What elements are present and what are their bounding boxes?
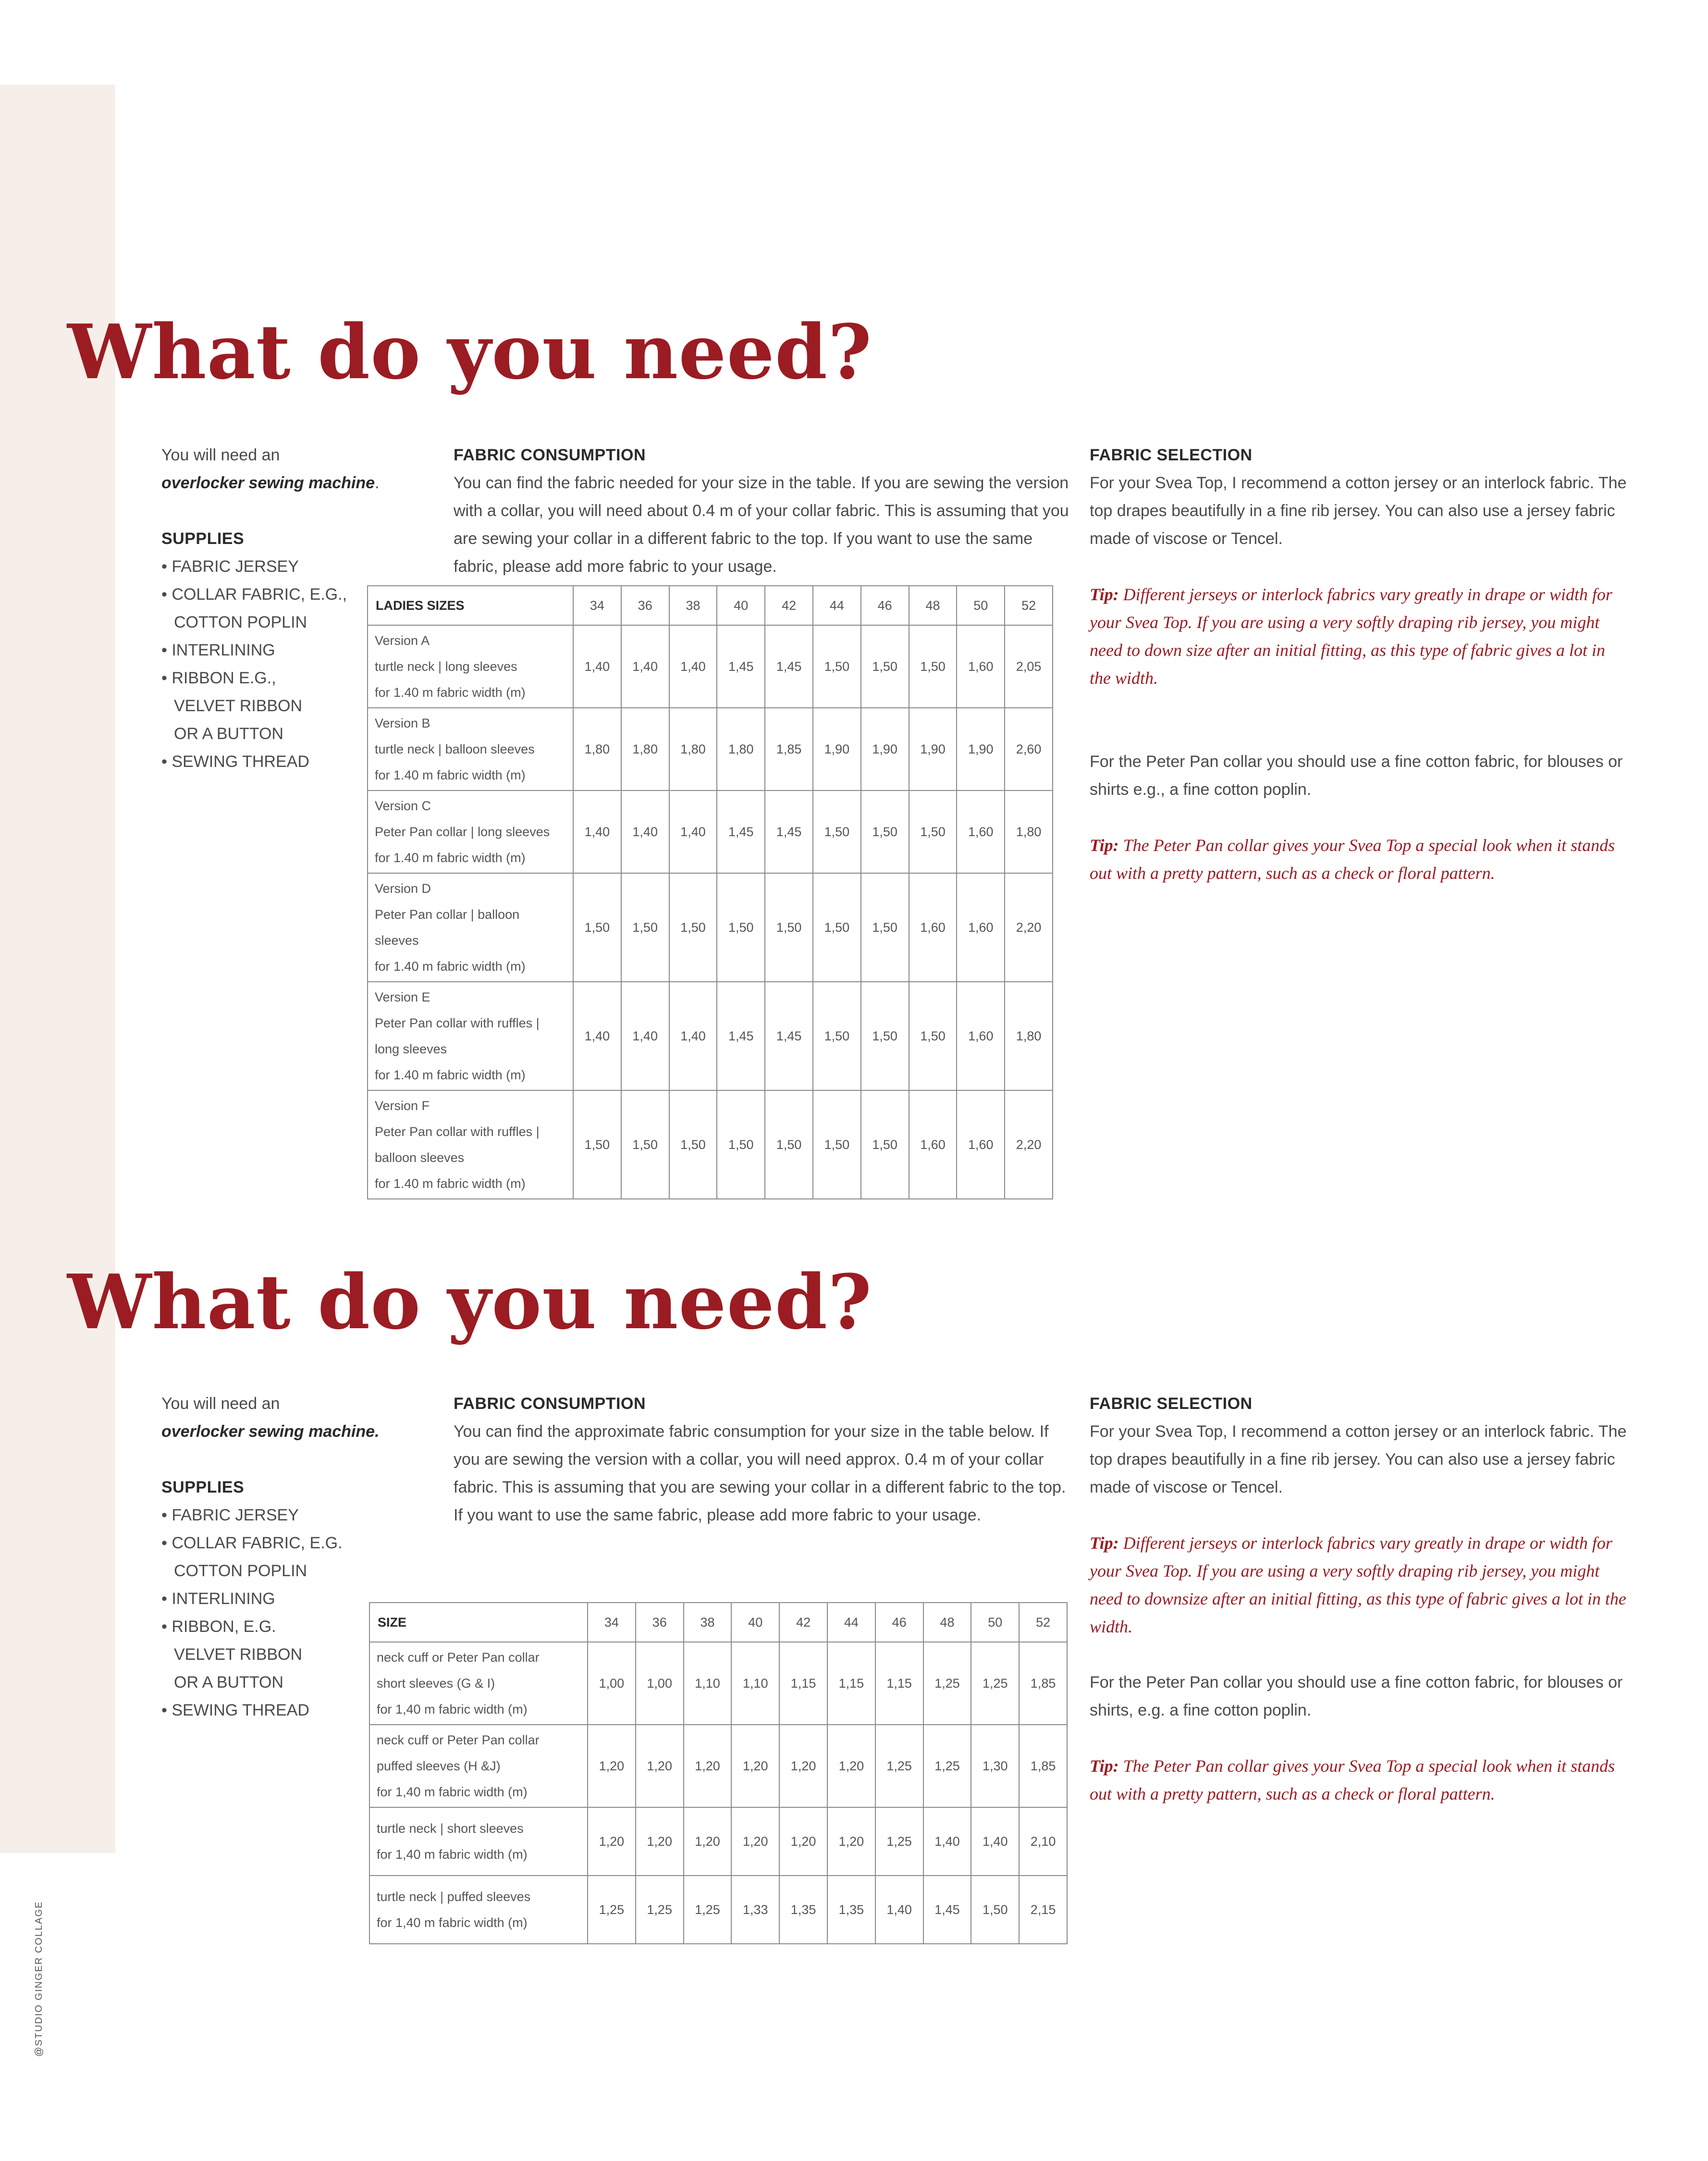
value-cell: 1,50 [813,790,861,873]
table-row [368,790,1053,873]
size-header: 38 [684,1603,732,1642]
row-label-line: Version F [375,1099,430,1113]
value-cell: 1,45 [923,1876,971,1944]
size-header: 48 [909,586,957,625]
supply-item: • COLLAR FABRIC, E.G., [161,580,402,608]
value-cell: 1,20 [636,1725,684,1807]
size-header: 50 [957,586,1005,625]
page-title: What do you need? [67,308,872,396]
value-cell: 1,20 [827,1807,875,1876]
value-cell: 1,20 [636,1807,684,1876]
supply-item: VELVET RIBBON [174,697,303,715]
value-cell: 1,50 [909,790,957,873]
left-column [161,1390,402,1724]
value-cell: 1,10 [731,1642,779,1725]
fabric-selection [1090,441,1628,887]
supply-item: • INTERLINING [161,1585,402,1613]
supply-item: • FABRIC JERSEY [161,553,402,580]
value-cell: 1,20 [779,1725,827,1807]
row-label-line: neck cuff or Peter Pan collar [377,1650,540,1665]
need-line: You will need an [161,446,280,464]
value-cell: 1,15 [779,1642,827,1725]
selection-text: For your Svea Top, I recommend a cotton jersey or an interlock fabric. The top drapes beautifully in a fine rib jersey. You can also use a jersey fabric made of viscose or Tencel. [1090,474,1627,548]
size-header: 46 [861,586,909,625]
value-cell: 1,20 [684,1807,732,1876]
value-cell: 1,60 [957,1090,1005,1199]
value-cell: 1,50 [669,1090,717,1199]
row-label [368,1090,573,1199]
size-header: 36 [636,1603,684,1642]
row-label [368,625,573,708]
value-cell: 1,50 [861,1090,909,1199]
value-cell: 1,40 [573,790,621,873]
supply-item: VELVET RIBBON [174,1645,303,1664]
size-header: 50 [971,1603,1019,1642]
size-header: 52 [1019,1603,1067,1642]
value-cell: 1,50 [861,982,909,1090]
value-cell: 1,25 [971,1642,1019,1725]
value-cell: 1,50 [717,873,765,982]
row-label [368,790,573,873]
value-cell: 1,50 [813,1090,861,1199]
row-label [368,982,573,1090]
value-cell: 1,60 [957,625,1005,708]
value-cell: 1,50 [621,1090,669,1199]
row-label-line: long sleeves [375,1042,447,1056]
table-header-row [369,1603,1067,1642]
selection-title: FABRIC SELECTION [1090,446,1253,464]
row-label-line: Version C [375,799,431,813]
value-cell: 1,60 [957,873,1005,982]
value-cell: 1,35 [779,1876,827,1944]
table-row [368,1090,1053,1199]
value-cell: 1,80 [621,708,669,790]
value-cell: 1,30 [971,1725,1019,1807]
value-cell: 1,50 [909,625,957,708]
value-cell: 1,50 [621,873,669,982]
size-header: 34 [573,586,621,625]
row-label-line: Peter Pan collar with ruffles | [375,1124,540,1139]
size-header: 34 [588,1603,636,1642]
supply-item: COTTON POPLIN [174,1562,307,1580]
size-header: 44 [827,1603,875,1642]
value-cell: 1,00 [636,1642,684,1725]
row-label-line: neck cuff or Peter Pan collar [377,1733,540,1747]
table-row [368,982,1053,1090]
row-label [368,708,573,790]
table-row [368,873,1053,982]
value-cell: 1,45 [765,625,813,708]
size-header: 44 [813,586,861,625]
table-header-row [368,586,1053,625]
value-cell: 1,20 [731,1807,779,1876]
value-cell: 1,45 [717,790,765,873]
value-cell: 1,50 [765,1090,813,1199]
value-cell: 1,50 [813,982,861,1090]
value-cell: 1,40 [669,790,717,873]
table-header-label: LADIES SIZES [368,586,573,625]
value-cell: 1,60 [909,873,957,982]
tip-collar [1090,1752,1628,1808]
value-cell: 1,60 [957,982,1005,1090]
table-row [369,1807,1067,1876]
supply-item: • SEWING THREAD [161,1696,402,1724]
value-cell: 1,90 [861,708,909,790]
row-label [368,873,573,982]
value-cell: 1,45 [717,982,765,1090]
value-cell: 1,25 [588,1876,636,1944]
left-column [161,441,402,776]
row-label-line: for 1.40 m fabric width (m) [375,768,526,782]
supply-item: • FABRIC JERSEY [161,1501,402,1529]
supply-item: COTTON POPLIN [174,613,307,631]
table-row [369,1642,1067,1725]
tip-label: Tip: [1090,1533,1119,1553]
value-cell: 1,50 [909,982,957,1090]
value-cell: 1,50 [861,790,909,873]
row-label-line: Peter Pan collar with ruffles | [375,1016,540,1030]
tip-drape [1090,1529,1628,1641]
tip-text: Different jerseys or interlock fabrics vary greatly in drape or width for your Svea Top. If you are using a very softly draping rib jersey, you might need to down size after an initial fitting, as this type of fabric gives a lot in the width. [1090,585,1612,688]
row-label-line: Version E [375,990,430,1004]
table-row [369,1876,1067,1944]
value-cell: 2,20 [1005,873,1053,982]
value-cell: 1,80 [717,708,765,790]
size-header: 42 [765,586,813,625]
value-cell: 1,90 [909,708,957,790]
collar-text: For the Peter Pan collar you should use a fine cotton fabric, for blouses or shirts, e.g. a fine cotton poplin. [1090,1673,1623,1719]
supplies-title: SUPPLIES [161,1478,245,1496]
machine-name: overlocker sewing machine. [161,1422,380,1441]
value-cell: 2,05 [1005,625,1053,708]
table-row [368,708,1053,790]
value-cell: 1,45 [765,790,813,873]
value-cell: 1,33 [731,1876,779,1944]
value-cell: 2,10 [1019,1807,1067,1876]
row-label-line: for 1.40 m fabric width (m) [375,959,526,974]
value-cell: 1,40 [621,790,669,873]
row-label-line: Version D [375,881,431,896]
value-cell: 1,20 [779,1807,827,1876]
value-cell: 1,90 [957,708,1005,790]
value-cell: 1,20 [684,1725,732,1807]
machine-name: overlocker sewing machine [161,474,375,492]
machine-line [161,1418,402,1445]
side-credit: @STUDIO GINGER COLLAGE [34,1901,44,2057]
size-header: 48 [923,1603,971,1642]
value-cell: 1,25 [875,1725,923,1807]
size-header: 42 [779,1603,827,1642]
row-label-line: balloon sleeves [375,1150,465,1165]
value-cell: 1,50 [861,625,909,708]
value-cell: 1,45 [717,625,765,708]
value-cell: 1,35 [827,1876,875,1944]
tip-collar [1090,831,1628,887]
table-header-label: SIZE [369,1603,588,1642]
table-row [369,1725,1067,1807]
row-label-line: Version A [375,633,430,648]
row-label-line: turtle neck | puffed sleeves [377,1889,531,1904]
supply-item: OR A BUTTON [174,1673,283,1692]
value-cell: 1,10 [684,1642,732,1725]
size-header: 46 [875,1603,923,1642]
value-cell: 1,20 [731,1725,779,1807]
collar-text: For the Peter Pan collar you should use a fine cotton fabric, for blouses or shirts e.g., a fine cotton poplin. [1090,753,1623,799]
value-cell: 1,40 [669,625,717,708]
row-label [369,1807,588,1876]
size-header: 36 [621,586,669,625]
value-cell: 1,50 [971,1876,1019,1944]
value-cell: 1,80 [1005,982,1053,1090]
supply-item: • COLLAR FABRIC, E.G. [161,1529,402,1557]
value-cell: 1,00 [588,1642,636,1725]
value-cell: 1,25 [923,1642,971,1725]
row-label-line: for 1.40 m fabric width (m) [375,1068,526,1082]
value-cell: 1,50 [573,873,621,982]
value-cell: 1,50 [669,873,717,982]
need-line: You will need an [161,1395,280,1413]
size-header: 40 [717,586,765,625]
selection-title: FABRIC SELECTION [1090,1395,1253,1413]
tip-text: The Peter Pan collar gives your Svea Top a special look when it stands out with a pretty pattern, such as a check or floral pattern. [1090,1756,1615,1803]
tip-label: Tip: [1090,836,1119,855]
value-cell: 2,60 [1005,708,1053,790]
supplies-list [161,1501,402,1724]
fabric-consumption [454,1390,1073,1529]
value-cell: 1,90 [813,708,861,790]
value-cell: 1,40 [923,1807,971,1876]
value-cell: 1,85 [1019,1642,1067,1725]
tip-drape [1090,580,1628,692]
value-cell: 1,25 [875,1807,923,1876]
value-cell: 1,80 [1005,790,1053,873]
row-label-line: for 1,40 m fabric width (m) [377,1702,528,1716]
value-cell: 1,60 [957,790,1005,873]
supplies-list [161,553,402,776]
fabric-selection [1090,1390,1628,1808]
value-cell: 1,40 [875,1876,923,1944]
row-label-line: turtle neck | long sleeves [375,659,517,674]
selection-text: For your Svea Top, I recommend a cotton jersey or an interlock fabric. The top drapes beautifully in a fine rib jersey. You can also use a jersey fabric made of viscose or Tencel. [1090,1422,1627,1496]
value-cell: 1,45 [765,982,813,1090]
row-label-line: sleeves [375,933,419,948]
row-label-line: puffed sleeves (H &J) [377,1759,501,1773]
value-cell: 1,50 [813,873,861,982]
row-label-line: for 1.40 m fabric width (m) [375,851,526,865]
consumption-title: FABRIC CONSUMPTION [454,1395,646,1413]
fabric-consumption [454,441,1073,580]
row-label-line: turtle neck | balloon sleeves [375,742,535,756]
supplies-title: SUPPLIES [161,530,245,548]
value-cell: 1,40 [669,982,717,1090]
value-cell: 1,40 [573,982,621,1090]
supply-item: OR A BUTTON [174,725,283,743]
value-cell: 1,40 [971,1807,1019,1876]
supply-item: • RIBBON, E.G. [161,1613,402,1641]
consumption-title: FABRIC CONSUMPTION [454,446,646,464]
row-label [369,1876,588,1944]
supply-item: • SEWING THREAD [161,748,402,776]
value-cell: 2,15 [1019,1876,1067,1944]
value-cell: 1,85 [1019,1725,1067,1807]
value-cell: 1,25 [636,1876,684,1944]
consumption-table [369,1602,1068,1944]
machine-line [161,469,402,497]
value-cell: 1,15 [875,1642,923,1725]
value-cell: 1,50 [813,625,861,708]
value-cell: 1,50 [861,873,909,982]
row-label-line: for 1.40 m fabric width (m) [375,685,526,700]
value-cell: 1,40 [573,625,621,708]
value-cell: 1,80 [573,708,621,790]
value-cell: 1,40 [621,625,669,708]
value-cell: 1,20 [588,1807,636,1876]
size-header: 40 [731,1603,779,1642]
value-cell: 1,50 [717,1090,765,1199]
value-cell: 1,25 [923,1725,971,1807]
value-cell: 1,20 [827,1725,875,1807]
tip-text: The Peter Pan collar gives your Svea Top a special look when it stands out with a pretty pattern, such as a check or floral pattern. [1090,836,1615,883]
value-cell: 1,50 [573,1090,621,1199]
size-header: 52 [1005,586,1053,625]
value-cell: 1,15 [827,1642,875,1725]
tip-label: Tip: [1090,585,1119,604]
value-cell: 1,40 [621,982,669,1090]
row-label-line: for 1,40 m fabric width (m) [377,1915,528,1930]
row-label-line: for 1,40 m fabric width (m) [377,1785,528,1799]
value-cell: 1,85 [765,708,813,790]
row-label-line: for 1,40 m fabric width (m) [377,1847,528,1862]
row-label-line: for 1.40 m fabric width (m) [375,1176,526,1191]
table-row [368,625,1053,708]
row-label-line: Version B [375,716,430,730]
page-title: What do you need? [67,1258,872,1346]
value-cell: 1,60 [909,1090,957,1199]
value-cell: 2,20 [1005,1090,1053,1199]
tip-label: Tip: [1090,1756,1119,1776]
consumption-text: You can find the approximate fabric consumption for your size in the table below. If you are sewing the version with a collar, you will need approx. 0.4 m of your collar fabric. This is assuming that you are sewing your collar in a different fabric to the top. If you want to use the same fabric, please add more fabric to your usage. [454,1422,1066,1524]
consumption-text: You can find the fabric needed for your size in the table. If you are sewing the version with a collar, you will need about 0.4 m of your collar fabric. This is assuming that you are sewing your collar in a different fabric to the top. If you want to use the same fabric, please add more fabric to your usage. [454,474,1069,576]
row-label-line: Peter Pan collar | balloon [375,907,520,922]
row-label-line: Peter Pan collar | long sleeves [375,825,550,839]
row-label-line: turtle neck | short sleeves [377,1821,524,1836]
supply-item: • RIBBON E.G., [161,664,402,692]
row-label [369,1642,588,1725]
size-header: 38 [669,586,717,625]
value-cell: 1,50 [765,873,813,982]
value-cell: 1,80 [669,708,717,790]
row-label-line: short sleeves (G & I) [377,1676,495,1691]
value-cell: 1,25 [684,1876,732,1944]
supply-item: • INTERLINING [161,636,402,664]
row-label [369,1725,588,1807]
value-cell: 1,20 [588,1725,636,1807]
machine-punct: . [375,474,380,492]
tip-text: Different jerseys or interlock fabrics vary greatly in drape or width for your Svea Top. If you are using a very softly draping rib jersey, you might need to downsize after an initial fitting, as this type of fabric gives a lot in the width. [1090,1533,1626,1636]
consumption-table [367,585,1053,1199]
